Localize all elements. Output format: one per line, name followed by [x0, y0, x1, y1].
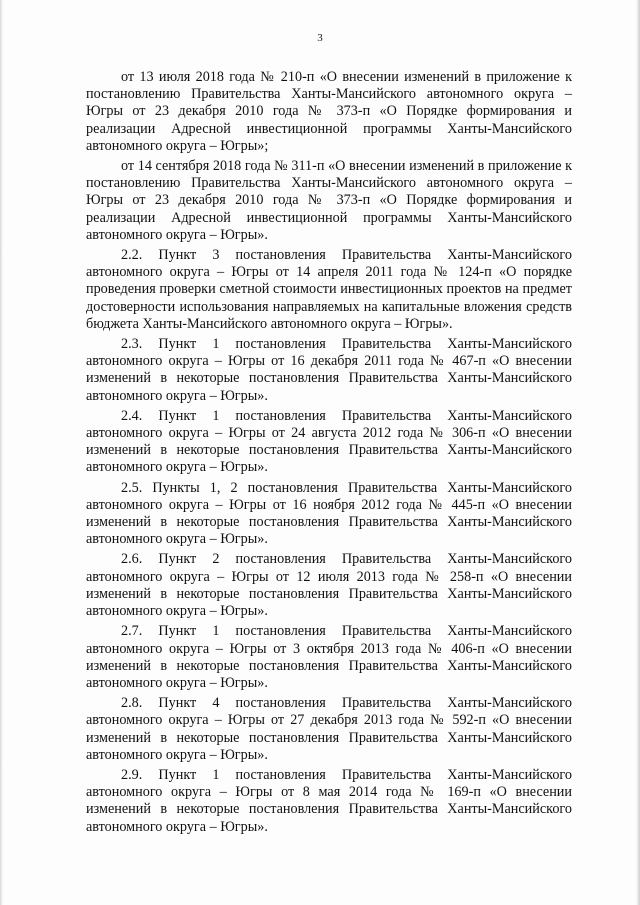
- paragraph-item-2-9: 2.9. Пункт 1 постановления Правительства Ханты-Мансийского автономного округа – Югры от 8 мая 2014 года № 169-п «О внесении изменений в некоторые постановления Правительства Ханты-Мансийского автономного округа – Югры».: [86, 766, 572, 835]
- paragraph-item-2-6: 2.6. Пункт 2 постановления Правительства Ханты-Мансийского автономного округа – Югры от 12 июля 2013 года № 258-п «О внесении изменений в некоторые постановления Правительства Ханты-Мансийского автономного округа – Югры».: [86, 551, 572, 620]
- paragraph-item-2-7: 2.7. Пункт 1 постановления Правительства Ханты-Мансийского автономного округа – Югры от 3 октября 2013 года № 406-п «О внесении изменений в некоторые постановления Правительства Ханты-Мансийского автономного округа – Югры».: [86, 623, 572, 691]
- scan-edge-right: [636, 0, 640, 905]
- paragraph-item-2-4: 2.4. Пункт 1 постановления Правительства Ханты-Мансийского автономного округа – Югры от 24 августа 2012 года № 306-п «О внесении изменений в некоторые постановления Правительства Ханты-Мансийского автономного округа – Югры».: [86, 407, 572, 476]
- page-number: 3: [317, 32, 323, 44]
- paragraph-item-2-8: 2.8. Пункт 4 постановления Правительства Ханты-Мансийского автономного округа – Югры от 27 декабря 2013 года № 592-п «О внесении изменений в некоторые постановления Правительства Ханты-Мансийского автономного округа – Югры».: [86, 695, 572, 763]
- paragraph-amendment-311p: от 14 сентября 2018 года № 311-п «О внесении изменений в приложение к постановлению Правительства Ханты-Мансийского автономного округа – Югры от 23 декабря 2010 года № 373-п «О Порядке формирования и реализации Адресной инвестиционной программы Ханты-Мансийского автономного округа – Югры».: [86, 158, 572, 243]
- scan-edge-left: [0, 0, 3, 905]
- paragraph-item-2-5: 2.5. Пункты 1, 2 постановления Правительства Ханты-Мансийского автономного округа – Югры от 16 ноября 2012 года № 445-п «О внесении изменений в некоторые постановления Правительства Ханты-Мансийского автономного округа – Югры».: [86, 479, 572, 548]
- paragraph-amendment-210p: от 13 июля 2018 года № 210-п «О внесении изменений в приложение к постановлению Правительства Ханты-Мансийского автономного округа – Югры от 23 декабря 2010 года № 373-п «О Порядке формирования и реализации Адресной инвестиционной программы Ханты-Мансийского автономного округа – Югры»;: [86, 69, 572, 154]
- paragraph-item-2-3: 2.3. Пункт 1 постановления Правительства Ханты-Мансийского автономного округа – Югры от 16 декабря 2011 года № 467-п «О внесении изменений в некоторые постановления Правительства Ханты-Мансийского автономного округа – Югры».: [86, 336, 572, 404]
- paragraph-item-2-2: 2.2. Пункт 3 постановления Правительства Ханты-Мансийского автономного округа – Югры от 14 апреля 2011 года № 124-п «О порядке проведения проверки сметной стоимости инвестиционных проектов на предмет достоверности использования направляемых на капитальные вложения средств бюджета Ханты-Мансийского автономного округа – Югры».: [86, 247, 572, 332]
- document-body: [86, 69, 572, 839]
